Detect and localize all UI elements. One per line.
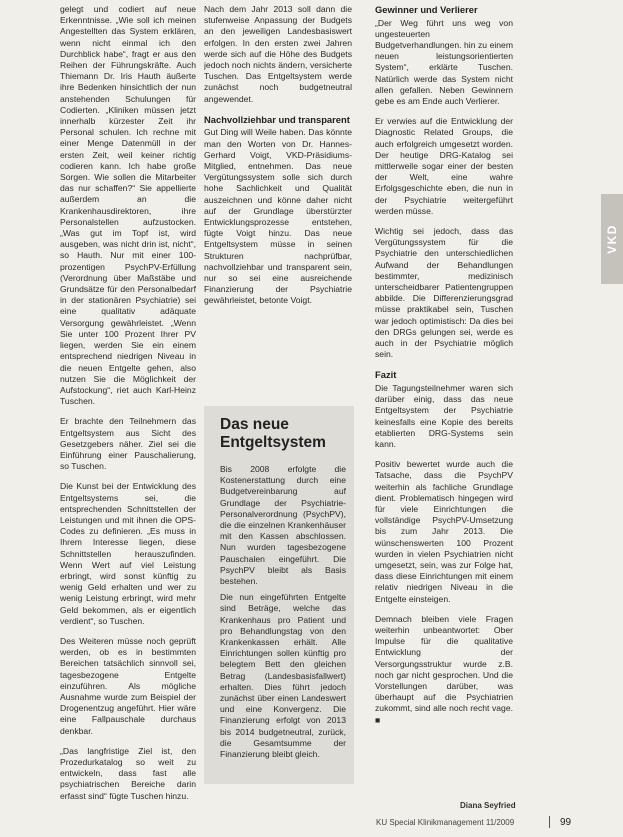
body-paragraph: Er verwies auf die Entwicklung der Diagnostic Related Groups, die auch erfolgreich umgesetzt worden. Der heutige DRG-Katalog sei mittlerweile sogar einer der besten der Welt, eine wahre Erfolgsgeschichte eben, die nun in der Psychiatrie weitergeführt werden müsse.: [375, 116, 513, 216]
footer-divider: [549, 816, 550, 828]
subheading: Fazit: [375, 369, 397, 381]
body-paragraph: gelegt und codiert auf neue Erkenntnisse. „Wie soll ich meinen Angestellten das System erklären, wenn nicht einmal ich den Durchblick habe“, fragt er aus den Reihen der Führungskräfte. Auch Thiemann Dr. Iris Hauth äußerte ihre Bedenken hinsichtlich der nun anstehenden Schulungen für Codierten. „Kliniken müssen jetzt innerhalb kürzester Zeit ihr Personal schulen. Ich rechne mit einer Menge Datenmüll in der ersten Zeit, weil keiner richtig codieren kann. Ich habe große Sorgen. Wie sollen die Mitarbeiter das nur schaffen?“ Sie appellierte außerdem an die Krankenhausdirektoren, ihre Personalstellen aufzustocken. „Was gut im Topf ist, wird ausgeben, was nicht drin ist, nicht“, so Hauth. Nur mit einer 100-prozentigen PsychPV-Erfüllung (Verordnung über Maßstäbe und Grundsätze für den Personalbedarf in der stationären Psychiatrie) sei eine qualitativ adäquate Versorgung gewährleistet. „Wenn Sie unter 100 Prozent Ihrer PV liegen, werden Sie ein einem entsprechend niedrigen Niveau in die neuen Entgelte gehen, also nutzen Sie die Möglichkeit der Aufstockung“, riet auch Karl-Heinz Tuschen.: [60, 4, 196, 407]
body-paragraph: Er brachte den Teilnehmern das Entgeltsystem aus Sicht des Gesetzgebers näher. Ziel sei die Einführung einer Pauschalierung, so Tuschen.: [60, 416, 196, 472]
article-column-3: [375, 4, 513, 822]
article-column-1: [60, 4, 196, 822]
body-paragraph: Des Weiteren müsse noch geprüft werden, ob es in bestimmten Bereichen tatsächlich sinnvoll sei, tagesbezogene Entgelte einzuführen. Als mögliche Ausnahme wurde zum Beispiel der Drogenentzug angeführt. Hier wäre eine Fallpauschale durchaus denkbar.: [60, 635, 196, 736]
subheading: Nachvollziehbar und transparent: [204, 113, 350, 125]
body-paragraph: Die Kunst bei der Entwicklung des Entgeltsystems sei, die entsprechenden Schnittstellen der Leistungen und mit ihnen die OPS-Codes zu definieren. „Es muss in Ihrem Interesse liegen, diese Schnittstellen herauszufinden. Wenn Wert auf viel Leistung erbringt, wird sonst künftig zu wenig Geld erhalten und wer zu wenig Leistung erbringt, wird mehr Geld bekommen, als er eigentlich verdient“, so Tuschen.: [60, 481, 196, 626]
body-paragraph: Gut Ding will Weile haben. Das könnte man den Worten von Dr. Hannes-Gerhard Voigt, VKD-Präsidiums-Mitglied, entnehmen. Das neue Vergütungssystem solle sich durch hohe Sachlichkeit und Qualität auszeichnen und könne daher nicht auf der Grundlage überstürzter Entwicklungsprozesse entstehen, fügte Voigt hinzu. Das neue Entgeltsystem müsse in seinen Strukturen nachprüfbar, nachvollziehbar und transparent sein, nur so sei eine ausreichende Finanzierung der Psychiatrie gewährleistet, betonte Voigt.: [204, 127, 352, 306]
body-paragraph: Positiv bewertet wurde auch die Tatsache, dass die PsychPV weiterhin als fachliche Grundlage dient. Problematisch hingegen wird für viele Einrichtungen die vollständige PsychPV-Umsetzung bis zum Jahr 2013. Die wünschenswerten 100 Prozent wurden in vielen Psychiatrien nicht umgesetzt, sein, was zur Folge hat, dass diese Einrichtungen mit einem relativ niedrigen Niveau in die Entgelte einsteigen.: [375, 459, 513, 604]
info-box: [204, 406, 354, 784]
body-paragraph: Die Tagungsteilnehmer waren sich darüber einig, dass das neue Entgeltsystem der Psychiatrie keinesfalls eine Kopie des bereits etablierten DRG-Systems sein kann.: [375, 382, 513, 449]
body-paragraph: Nach dem Jahr 2013 soll dann die stufenweise Anpassung der Budgets an den jeweiligen Landesbasiswert erfolgen. In den ersten zwei Jahren werde sich auf die Höhe des Budgets jedoch noch nichts ändern, versicherte Tuschen. Das Entgeltsystem werde zunächst noch budgetneutral angewendet.: [204, 4, 352, 104]
body-paragraph: Wichtig sei jedoch, dass das Vergütungssystem für die Psychiatrie den unterschiedlichen Aufwand der Behandlungen bestimmter, medizinisch unterscheidbarer Patientengruppen abbilde. Die Differenzierungsgrad müsse praktikabel sein, Tuschen war jedoch optimistisch: Da dies bei den DRGs gelungen sei, werde es auch in der Psychiatrie möglich sein.: [375, 225, 513, 360]
body-paragraph: Demnach bleiben viele Fragen weiterhin unbeantwortet: Ober Impulse für die qualitative Entwicklung der Versorgungsstruktur wurde z.B. noch gar nicht gesprochen. Und die Vorstellungen darüber, was überhaupt auf die Psychiatrien zukommt, sind alle noch recht vage. ■: [375, 613, 513, 725]
section-tab: [601, 194, 623, 284]
author-name: Diana Seyfried: [460, 801, 516, 810]
info-box-body: [220, 464, 346, 760]
info-box-paragraph: Bis 2008 erfolgte die Kostenerstattung durch eine Budgetvereinbarung auf Grundlage der Psychiatrie-Personalverordnung (PsychPV), die die einzelnen Krankenhäuser mit den Kassen abschlossen. Nun wurden tagesbezogene Pauschalen eingeführt. Die PsychPV bleibt als Basis bestehen.: [220, 464, 346, 587]
info-box-paragraph: Die nun eingeführten Entgelte sind Beträge, welche das Krankenhaus pro Patient und pro Behandlungstag von den Krankenkassen erhält. Alle Einrichtungen sollen künftig pro belegtem Bett den gleichen Betrag (Landesbasisfallwert) erhalten. Dies führt jedoch zunächst über einen Landeswert und eine Konvergenz. Die Finanzierung erfolgt von 2013 bis 2014 budgetneutral, zurück, die Gesamtsumme der Finanzierung bleibt gleich.: [220, 592, 346, 760]
body-paragraph: „Das langfristige Ziel ist, den Prozedurkatalog so weit zu entwickeln, dass fast alle psychiatrischen Bereiche darin erfasst sind“ fügte Tuschen hinzu.: [60, 745, 196, 801]
body-paragraph: „Der Weg führt uns weg von ungesteuerten Budgetverhandlungen. hin zu einem neuen leistungsorientierten System“, erklärte Tuschen. Natürlich werde das System nicht allen gefallen. Neben Gewinnern gebe es am Ende auch Verlierer.: [375, 17, 513, 106]
footer-journal: KU Special Klinikmanagement 11/2009: [376, 818, 515, 827]
page-number: 99: [560, 817, 572, 828]
subheading: Gewinner und Verlierer: [375, 4, 478, 15]
section-tab-label: VKD: [605, 224, 619, 254]
info-box-title: Das neue Entgeltsystem: [220, 416, 326, 451]
